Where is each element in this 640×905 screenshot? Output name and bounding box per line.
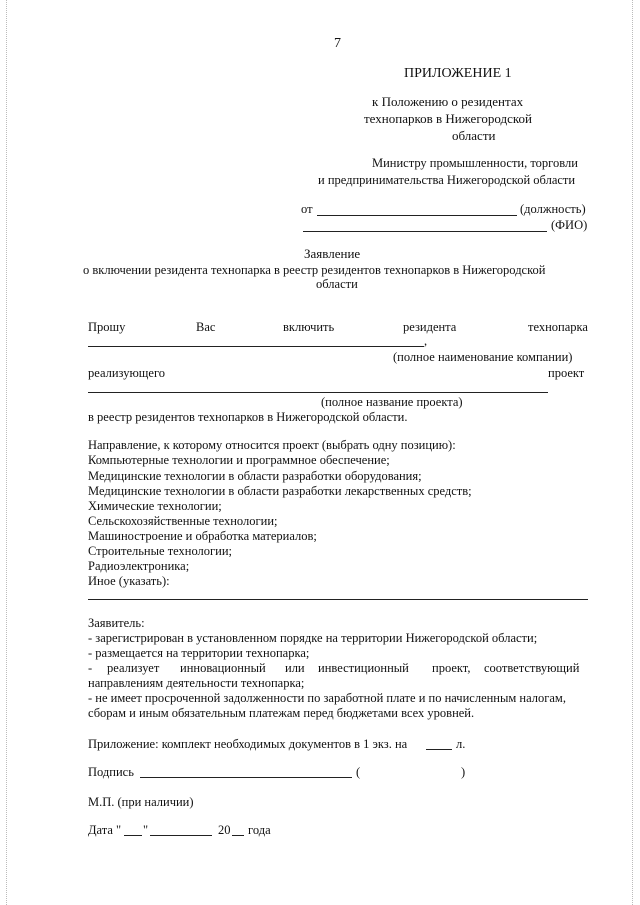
signature-name-close-paren: ) (461, 765, 466, 779)
applicant-condition-3-word: или (285, 661, 305, 675)
signature-field[interactable] (140, 777, 352, 778)
applicant-condition-4: - не имеет просроченной задолженности по заработной плате и по начисленным налогам, (88, 691, 566, 705)
direction-option[interactable]: Иное (указать): (88, 574, 170, 588)
project-name-hint: (полное название проекта) (321, 395, 463, 409)
right-page-edge (632, 0, 633, 905)
direction-option[interactable]: Строительные технологии; (88, 544, 233, 558)
company-name-hint: (полное наименование компании) (393, 350, 573, 364)
direction-option[interactable]: Медицинские технологии в области разработки оборудования; (88, 469, 422, 483)
direction-option[interactable]: Машиностроение и обработка материалов; (88, 529, 317, 543)
project-label: проект (548, 366, 585, 380)
project-name-field[interactable] (88, 392, 548, 393)
company-name-field[interactable] (88, 346, 424, 347)
direction-option[interactable]: Сельскохозяйственные технологии; (88, 514, 278, 528)
date-year-suffix: года (248, 823, 271, 837)
request-word-5: технопарка (528, 320, 588, 334)
request-word-4: резидента (403, 320, 457, 334)
applicant-condition-3-continued: направлениям деятельности технопарка; (88, 676, 305, 690)
from-label: от (301, 202, 313, 216)
request-word-2: Вас (196, 320, 216, 334)
form-subtitle-line1: о включении резидента технопарка в реестр резидентов технопарков в Нижегородской (83, 263, 546, 277)
left-page-edge (6, 0, 7, 905)
directions-heading: Направление, к которому относится проект (выбрать одну позицию): (88, 438, 456, 452)
applicant-condition-3-word: - (88, 661, 93, 675)
appendix-reference-line2: технопарков в Нижегородской (364, 111, 532, 126)
direction-option[interactable]: Медицинские технологии в области разработки лекарственных средств; (88, 484, 472, 498)
direction-option[interactable]: Химические технологии; (88, 499, 222, 513)
other-direction-field[interactable] (88, 599, 588, 600)
applicant-heading: Заявитель: (88, 616, 145, 630)
signature-label: Подпись (88, 765, 134, 779)
company-comma: , (424, 334, 428, 348)
addressee-line1: Министру промышленности, торговли (372, 156, 578, 170)
applicant-condition-2: - размещается на территории технопарка; (88, 646, 310, 660)
date-label: Дата " (88, 823, 122, 837)
fio-hint: (ФИО) (551, 218, 588, 232)
form-subtitle-line2: области (316, 277, 358, 291)
date-year-field[interactable] (232, 835, 244, 836)
appendix-title: ПРИЛОЖЕНИЕ 1 (404, 66, 512, 81)
applicant-condition-3-word: инвестиционный (318, 661, 409, 675)
sheet-count-field[interactable] (426, 749, 452, 750)
date-quote-close: " (143, 823, 149, 837)
attachment-text: Приложение: комплект необходимых документов в 1 экз. на (88, 737, 408, 751)
signature-name-open-paren: ( (356, 765, 361, 779)
appendix-reference-line1: к Положению о резидентах (372, 94, 524, 109)
date-year-prefix: 20 (218, 823, 231, 837)
applicant-condition-3-word: соответствующий (484, 661, 580, 675)
appendix-reference-line3: области (452, 128, 496, 143)
applicant-condition-3-word: инновационный (180, 661, 266, 675)
direction-option[interactable]: Радиоэлектроника; (88, 559, 190, 573)
applicant-condition-3-word: реализует (107, 661, 160, 675)
request-word-3: включить (283, 320, 335, 334)
position-field[interactable] (317, 215, 517, 216)
position-hint: (должность) (520, 202, 586, 216)
request-word-1: Прошу (88, 320, 126, 334)
date-month-field[interactable] (150, 835, 212, 836)
form-title: Заявление (304, 246, 361, 261)
fio-field[interactable] (303, 231, 547, 232)
stamp-label: М.П. (при наличии) (88, 795, 194, 809)
realizing-label: реализующего (88, 366, 166, 380)
direction-option[interactable]: Компьютерные технологии и программное обеспечение; (88, 453, 390, 467)
registry-text: в реестр резидентов технопарков в Нижегородской области. (88, 410, 408, 424)
applicant-condition-1: - зарегистрирован в установленном порядке на территории Нижегородской области; (88, 631, 538, 645)
applicant-condition-4-continued: сборам и иным обязательным платежам перед бюджетами всех уровней. (88, 706, 475, 720)
page-number: 7 (334, 36, 341, 51)
sheet-unit: л. (456, 737, 466, 751)
date-day-field[interactable] (124, 835, 142, 836)
applicant-condition-3-word: проект, (432, 661, 471, 675)
addressee-line2: и предпринимательства Нижегородской области (318, 173, 576, 187)
